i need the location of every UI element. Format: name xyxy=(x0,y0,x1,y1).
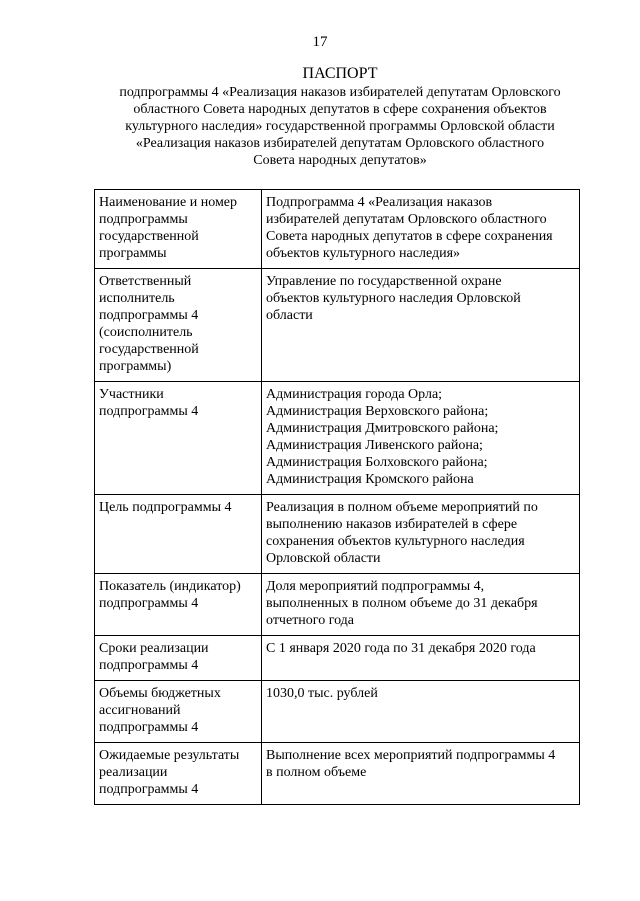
row-value-line: 1030,0 тыс. рублей xyxy=(266,686,378,701)
row-value-cell xyxy=(262,743,580,805)
row-label-cell xyxy=(95,269,262,382)
passport-row xyxy=(95,681,580,743)
row-value-cell xyxy=(262,382,580,495)
row-label-line: (соисполнитель xyxy=(99,325,193,340)
row-label-line: подпрограммы 4 xyxy=(99,658,199,673)
row-value-line: Администрация Кромского района xyxy=(266,472,474,487)
passport-row xyxy=(95,574,580,636)
row-value-cell xyxy=(262,190,580,269)
row-label-line: ассигнований xyxy=(99,703,181,718)
row-value-line: Администрация Верховского района; xyxy=(266,404,489,419)
row-value-cell xyxy=(262,495,580,574)
document-title: ПАСПОРТ xyxy=(302,65,378,82)
row-label-cell xyxy=(95,190,262,269)
row-label-line: подпрограммы 4 xyxy=(99,782,199,797)
row-label-line: подпрограммы 4 xyxy=(99,720,199,735)
passport-row xyxy=(95,743,580,805)
row-label-cell xyxy=(95,495,262,574)
row-label-line: исполнитель xyxy=(99,291,175,306)
passport-row xyxy=(95,190,580,269)
row-value-line: Администрация Болховского района; xyxy=(266,455,488,470)
row-value-line: области xyxy=(266,308,313,323)
row-label-cell xyxy=(95,743,262,805)
row-value-line: Доля мероприятий подпрограммы 4, xyxy=(266,579,485,594)
row-label-cell xyxy=(95,636,262,681)
row-label-line: подпрограммы xyxy=(99,212,188,227)
passport-row xyxy=(95,495,580,574)
row-label-line: Объемы бюджетных xyxy=(99,686,221,701)
row-value-line: выполнению наказов избирателей в сфере xyxy=(266,517,518,532)
document-heading xyxy=(60,64,620,169)
subtitle-line: Совета народных депутатов» xyxy=(253,153,427,168)
row-value-line: Управление по государственной охране xyxy=(266,274,502,289)
row-label-line: подпрограммы 4 xyxy=(99,404,199,419)
row-label-line: Ожидаемые результаты xyxy=(99,748,240,763)
row-label-line: программы) xyxy=(99,359,172,374)
row-value-cell xyxy=(262,269,580,382)
subtitle-line: областного Совета народных депутатов в сфере сохранения объектов xyxy=(133,102,547,117)
row-label-line: Ответственный xyxy=(99,274,192,289)
passport-row xyxy=(95,382,580,495)
row-label-line: подпрограммы 4 xyxy=(99,308,199,323)
row-value-cell xyxy=(262,574,580,636)
subtitle-line: культурного наследия» государственной программы Орловской области xyxy=(125,119,555,134)
row-label-line: реализации xyxy=(99,765,168,780)
row-value-line: избирателей депутатам Орловского областного xyxy=(266,212,547,227)
passport-table-body xyxy=(95,190,580,805)
row-value-line: Администрация Ливенского района; xyxy=(266,438,483,453)
row-label-cell xyxy=(95,382,262,495)
row-value-line: Администрация Дмитровского района; xyxy=(266,421,499,436)
passport-row xyxy=(95,269,580,382)
row-value-line: в полном объеме xyxy=(266,765,367,780)
row-label-line: Наименование и номер xyxy=(99,195,238,210)
row-value-line: Выполнение всех мероприятий подпрограммы 4 xyxy=(266,748,556,763)
row-label-line: государственной xyxy=(99,342,199,357)
row-label-line: Сроки реализации xyxy=(99,641,209,656)
row-value-line: С 1 января 2020 года по 31 декабря 2020 года xyxy=(266,641,536,656)
subtitle-line: «Реализация наказов избирателей депутатам Орловского областного xyxy=(135,136,545,151)
row-value-line: отчетного года xyxy=(266,613,355,628)
row-value-line: Подпрограмма 4 «Реализация наказов xyxy=(266,195,493,210)
row-label-line: Цель подпрограммы 4 xyxy=(99,500,232,515)
row-label-line: государственной xyxy=(99,229,199,244)
subtitle-line: подпрограммы 4 «Реализация наказов избирателей депутатам Орловского xyxy=(119,85,561,100)
row-value-line: сохранения объектов культурного наследия xyxy=(266,534,525,549)
row-value-line: Орловской области xyxy=(266,551,381,566)
row-label-line: Показатель (индикатор) xyxy=(99,579,241,594)
passport-table xyxy=(94,189,580,805)
row-label-line: Участники xyxy=(99,387,164,402)
document-subtitle xyxy=(60,84,620,169)
passport-row xyxy=(95,636,580,681)
row-label-cell xyxy=(95,574,262,636)
row-value-line: Реализация в полном объеме мероприятий по xyxy=(266,500,538,515)
row-value-line: объектов культурного наследия Орловской xyxy=(266,291,521,306)
row-label-cell xyxy=(95,681,262,743)
row-value-line: Совета народных депутатов в сфере сохранения xyxy=(266,229,553,244)
row-value-line: выполненных в полном объеме до 31 декабря xyxy=(266,596,538,611)
row-value-cell xyxy=(262,681,580,743)
row-label-line: программы xyxy=(99,246,167,261)
row-value-line: Администрация города Орла; xyxy=(266,387,443,402)
row-value-line: объектов культурного наследия» xyxy=(266,246,461,261)
row-label-line: подпрограммы 4 xyxy=(99,596,199,611)
page-number: 17 xyxy=(312,34,328,50)
row-value-cell xyxy=(262,636,580,681)
